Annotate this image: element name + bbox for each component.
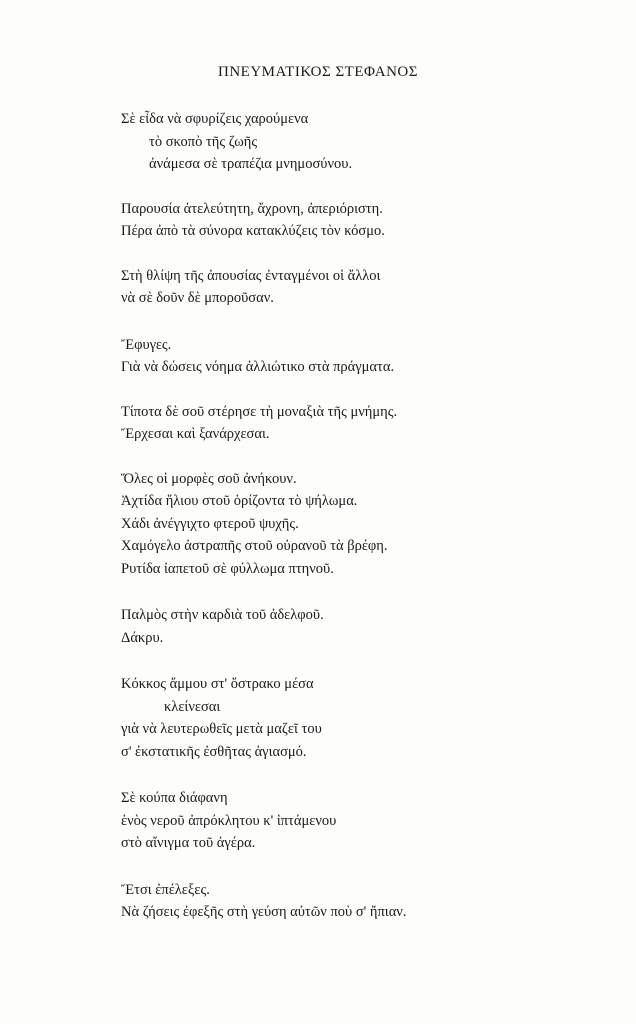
poem-line: στὸ αἴνιγμα τοῦ ἀγέρα. xyxy=(121,835,256,851)
poem-line: Κόκκος ἄμμου στ' ὄστρακο μέσα xyxy=(121,676,314,692)
poem-line: Παλμὸς στὴν καρδιὰ τοῦ ἀδελφοῦ. xyxy=(121,607,324,623)
poem-line: Σὲ εἶδα νὰ σφυρίζεις χαρούμενα xyxy=(121,111,309,127)
stanza-5 xyxy=(121,401,591,446)
stanza-6 xyxy=(121,468,591,581)
poem-body xyxy=(121,108,591,924)
poem-line: Χάδι ἀνέγγιχτο φτεροῦ ψυχῆς. xyxy=(121,515,299,532)
stanza-10 xyxy=(121,879,591,924)
stanza-1 xyxy=(121,108,591,176)
poem-line: Πέρα ἀπὸ τὰ σύνορα κατακλύζεις τὸν κόσμο. xyxy=(121,223,385,239)
poem-line: ἀνάμεσα σὲ τραπέζια μνημοσύνου. xyxy=(149,156,353,172)
poem-line: Παρουσία ἀτελεύτητη, ἄχρονη, ἀπεριόριστη. xyxy=(121,200,383,217)
stanza-7 xyxy=(121,604,591,649)
poem-line: γιὰ νὰ λευτερωθεῖς μετὰ μαζεῖ του xyxy=(121,721,322,737)
poem-line: ἑνὸς νεροῦ ἀπρόκλητου κ' ἱπτάμενου xyxy=(121,812,337,829)
poem-line: κλείνεσαι xyxy=(164,698,221,715)
poem-line: Ἔφυγες. xyxy=(121,336,172,353)
poem-line: Τίποτα δὲ σοῦ στέρησε τὴ μοναξιὰ τῆς μνήμης. xyxy=(121,403,398,420)
poem-line: Δάκρυ. xyxy=(121,629,164,646)
stanza-8 xyxy=(121,673,591,763)
poem-line: Γιὰ νὰ δώσεις νόημα ἀλλιώτικο στὰ πράγματα. xyxy=(121,359,395,375)
stanza-3 xyxy=(121,265,591,310)
poem-line: σ' ἐκστατικῆς ἐσθῆτας ἁγιασμό. xyxy=(121,743,307,760)
stanza-2 xyxy=(121,198,591,243)
poem-title: ΠΝΕΥΜΑΤΙΚΟΣ ΣΤΕΦΑΝΟΣ xyxy=(218,64,418,80)
poem-line: Χαμόγελο ἀστραπῆς στοῦ οὐρανοῦ τὰ βρέφη. xyxy=(121,538,388,554)
poem-line: Ὅλες οἱ μορφὲς σοῦ ἀνήκουν. xyxy=(121,470,297,487)
poem-line: Σὲ κούπα διάφανη xyxy=(121,790,228,806)
poem-line: νὰ σὲ δοῦν δὲ μποροῦσαν. xyxy=(121,290,274,306)
poem-line: Ἔτσι ἐπέλεξες. xyxy=(121,881,210,898)
poem-line: Ἀχτίδα ἥλιου στοῦ ὁρίζοντα τὸ ψήλωμα. xyxy=(121,493,358,509)
poem-line: Ρυτίδα ἰαπετοῦ σὲ φύλλωμα πτηνοῦ. xyxy=(121,560,334,577)
poem-line: Νὰ ζήσεις ἐφεξῆς στὴ γεύση αὐτῶν ποὺ σ' ἤπιαν. xyxy=(121,904,407,920)
poem-line: Ἔρχεσαι καὶ ξανάρχεσαι. xyxy=(121,426,270,442)
poem-line: Στὴ θλίψη τῆς ἀπουσίας ἐνταγμένοι οἱ ἄλλοι xyxy=(121,267,381,284)
stanza-9 xyxy=(121,787,591,855)
stanza-4 xyxy=(121,334,591,379)
poem-line: τὸ σκοπὸ τῆς ζωῆς xyxy=(149,133,258,150)
